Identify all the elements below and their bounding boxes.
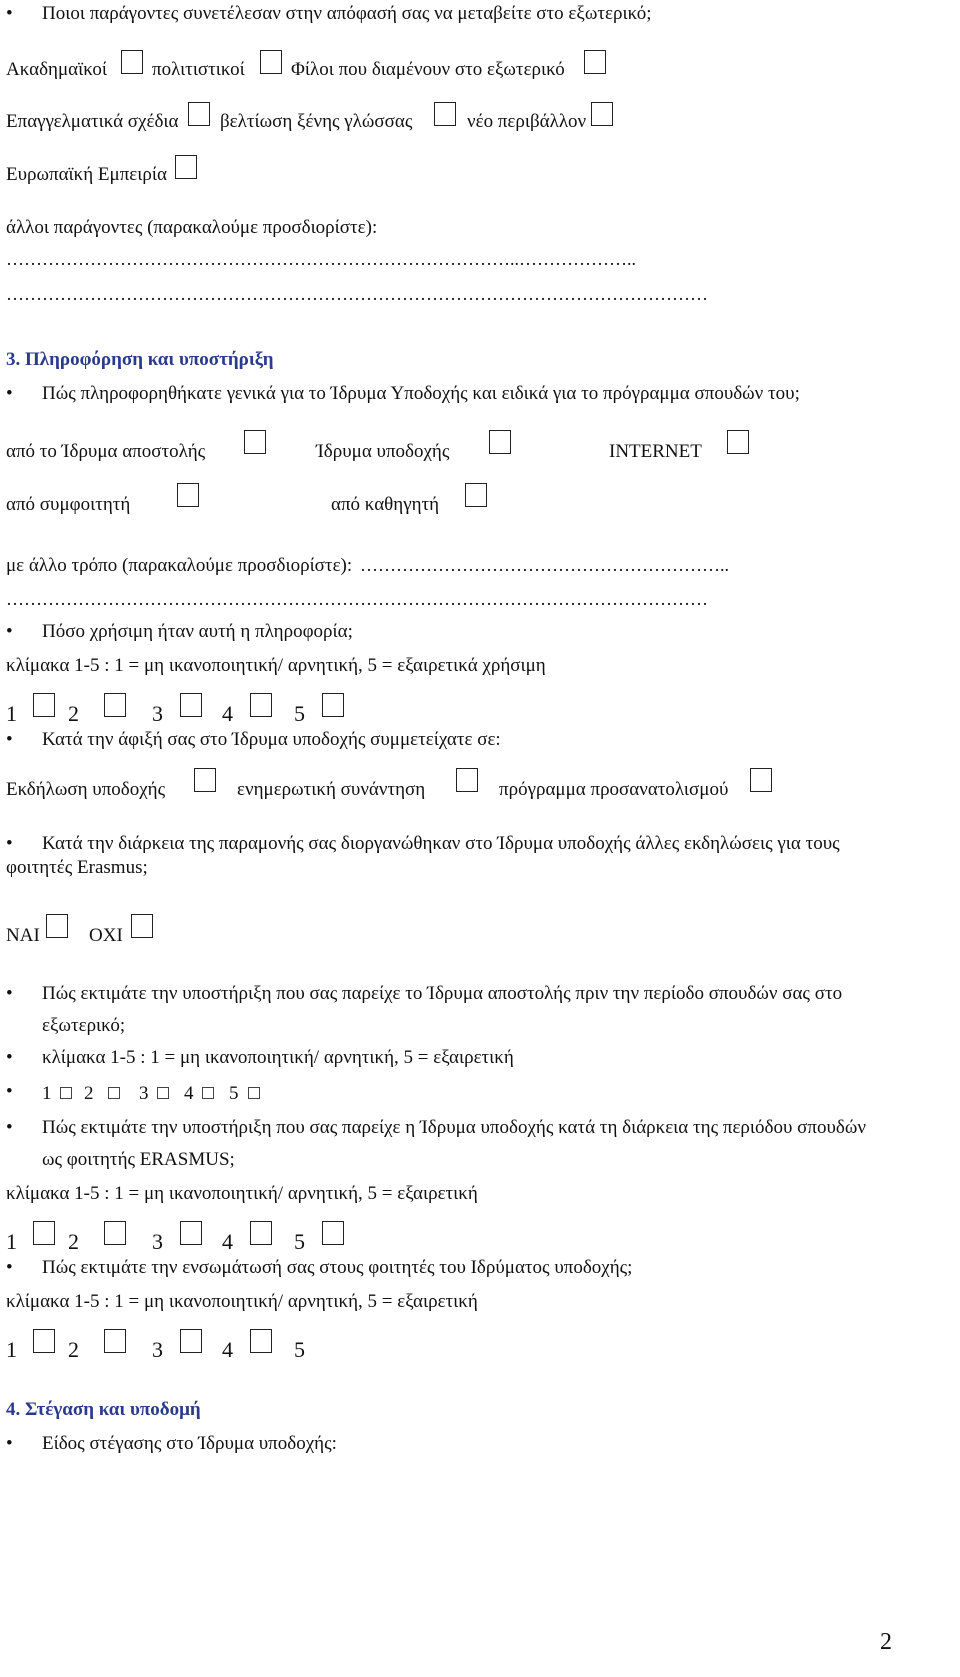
rating-checkbox-4[interactable] (250, 1329, 272, 1353)
checkbox-fellow-student[interactable] (177, 483, 199, 507)
label-fellow-student: από συμφοιτητή (6, 494, 131, 515)
checkbox-career[interactable] (188, 102, 210, 126)
rating-number: 4 (222, 1337, 233, 1362)
checkbox-briefing[interactable] (456, 768, 478, 792)
scale-description: κλίμακα 1-5 : 1 = μη ικανοποιητική/ αρνητική, 5 = εξαιρετικά χρήσιμη (6, 655, 546, 676)
events-question-line-2 (0, 858, 960, 898)
factors-question-line (0, 0, 960, 40)
rating-checkbox-1[interactable] (33, 693, 55, 717)
rating-number: 3 (152, 1229, 163, 1254)
support-home-question-cont: εξωτερικό; (42, 1015, 126, 1036)
factors-question: Ποιοι παράγοντες συνετέλεσαν στην απόφασή σας να μεταβείτε στο εξωτερικό; (42, 3, 652, 24)
rating-number: 5 (229, 1083, 239, 1104)
bullet (6, 384, 13, 403)
rating-checkbox-1[interactable] (33, 1329, 55, 1353)
info-row-1 (0, 430, 960, 470)
page-number: 2 (880, 1629, 892, 1655)
rating-checkbox-3[interactable] (180, 693, 202, 717)
rating-checkbox-2[interactable] (104, 693, 126, 717)
rating-checkbox-4[interactable] (250, 693, 272, 717)
label-language: βελτίωση ξένης γλώσσας (220, 111, 413, 132)
section-heading: 3. Πληροφόρηση και υποστήριξη (6, 349, 274, 370)
bullet (6, 1118, 13, 1137)
rating-checkbox-5[interactable] (248, 1087, 260, 1099)
label-professor: από καθηγητή (331, 494, 440, 515)
factors-row-3 (0, 155, 960, 195)
rating-number: 5 (294, 1229, 305, 1254)
scale-description: κλίμακα 1-5 : 1 = μη ικανοποιητική/ αρνητική, 5 = εξαιρετική (6, 1183, 478, 1204)
rating-checkbox-5[interactable] (322, 1221, 344, 1245)
rating-number: 5 (294, 701, 305, 726)
checkbox-internet[interactable] (727, 430, 749, 454)
dotted-line[interactable]: …………………………………………………….. (360, 555, 729, 575)
label-yes: ΝΑΙ (6, 925, 40, 946)
rating-number: 1 (6, 1229, 17, 1254)
useful-question: Πόσο χρήσιμη ήταν αυτή η πληροφορία; (42, 621, 353, 642)
checkbox-yes[interactable] (46, 914, 68, 938)
rating-checkbox-2[interactable] (104, 1329, 126, 1353)
rating-number: 5 (294, 1337, 305, 1362)
bullet (6, 1258, 13, 1277)
checkbox-academic[interactable] (121, 50, 143, 74)
label-career: Επαγγελματικά σχέδια (6, 111, 179, 132)
checkbox-european[interactable] (175, 155, 197, 179)
bullet (6, 1434, 13, 1453)
rating-checkbox-1[interactable] (33, 1221, 55, 1245)
support-host-question: Πώς εκτιμάτε την υποστήριξη που σας παρείχε η Ίδρυμα υποδοχής κατά τη διάρκεια της περιόδου σπουδών (42, 1117, 866, 1138)
checkbox-professor[interactable] (465, 483, 487, 507)
label-academic: Ακαδημαϊκοί (6, 59, 107, 80)
housing-question: Είδος στέγασης στο Ίδρυμα υποδοχής: (42, 1433, 337, 1454)
rating-number: 1 (6, 701, 17, 726)
rating-checkbox-4[interactable] (202, 1087, 214, 1099)
label-european: Ευρωπαϊκή Εμπειρία (6, 164, 167, 185)
rating-row-useful (0, 690, 960, 730)
rating-number: 2 (68, 1229, 79, 1254)
label-home-institution: από το Ίδρυμα αποστολής (6, 441, 206, 462)
checkbox-environment[interactable] (591, 102, 613, 126)
scale-description: κλίμακα 1-5 : 1 = μη ικανοποιητική/ αρνητική, 5 = εξαιρετική (42, 1047, 514, 1068)
bullet (6, 984, 13, 1003)
label-host-institution: Ίδρυμα υποδοχής (316, 441, 450, 462)
bullet (6, 1082, 13, 1101)
bullet (6, 4, 13, 23)
rating-number: 3 (152, 1337, 163, 1362)
rating-number: 4 (222, 1229, 233, 1254)
checkbox-reception[interactable] (194, 768, 216, 792)
rating-row-support-home (0, 1082, 960, 1122)
rating-checkbox-4[interactable] (250, 1221, 272, 1245)
checkbox-cultural[interactable] (260, 50, 282, 74)
label-briefing: ενημερωτική συνάντηση (237, 779, 426, 800)
rating-number: 2 (68, 1337, 79, 1362)
rating-number: 4 (184, 1083, 194, 1104)
checkbox-orientation[interactable] (750, 768, 772, 792)
rating-number: 2 (68, 701, 79, 726)
checkbox-host-institution[interactable] (489, 430, 511, 454)
rating-number: 1 (6, 1337, 17, 1362)
yes-no-row (0, 914, 960, 954)
factors-other-dots-2[interactable] (0, 285, 960, 325)
label-no: ΟΧΙ (89, 925, 123, 946)
bullet (6, 622, 13, 641)
page-footer (0, 1630, 960, 1670)
info-question-line (0, 384, 960, 424)
label-environment: νέο περιβάλλον (467, 111, 587, 132)
rating-checkbox-2[interactable] (108, 1087, 120, 1099)
arrival-question: Κατά την άφιξή σας στο Ίδρυμα υποδοχής συμμετείχατε σε: (42, 729, 501, 750)
label-orientation: πρόγραμμα προσανατολισμού (499, 779, 729, 800)
bullet (6, 730, 13, 749)
events-question-cont: φοιτητές Erasmus; (6, 857, 148, 878)
label-internet: INTERNET (609, 441, 702, 462)
rating-number: 3 (139, 1083, 149, 1104)
rating-checkbox-2[interactable] (104, 1221, 126, 1245)
rating-number: 3 (152, 701, 163, 726)
factors-other-label: άλλοι παράγοντες (παρακαλούμε προσδιορίστε): (6, 217, 378, 238)
rating-row-integration (0, 1326, 960, 1366)
info-question: Πώς πληροφορηθήκατε γενικά για το Ίδρυμα Υποδοχής και ειδικά για το πρόγραμμα σπουδών του; (42, 383, 800, 404)
events-question: Κατά την διάρκεια της παραμονής σας διοργανώθηκαν στο Ίδρυμα υποδοχής άλλες εκδηλώσεις για τους (42, 833, 840, 854)
factors-row-1 (0, 50, 960, 90)
arrival-question-line (0, 730, 960, 770)
section-heading: 4. Στέγαση και υποδομή (6, 1399, 201, 1420)
dotted-line: …………………………………………………………………………..……………….. (6, 249, 636, 269)
rating-number: 1 (42, 1083, 52, 1104)
rating-row-support-host (0, 1218, 960, 1258)
label-reception: Εκδήλωση υποδοχής (6, 779, 166, 800)
support-host-question-cont: ως φοιτητής ERASMUS; (42, 1149, 235, 1170)
label-friends: Φίλοι που διαμένουν στο εξωτερικό (291, 59, 565, 80)
bullet (6, 834, 13, 853)
rating-checkbox-1[interactable] (60, 1087, 72, 1099)
bullet (6, 1048, 13, 1067)
rating-checkbox-5[interactable] (322, 693, 344, 717)
arrival-options-row (0, 768, 960, 808)
dotted-line: ……………………………………………………………………………………………………… (6, 589, 708, 609)
scale-description: κλίμακα 1-5 : 1 = μη ικανοποιητική/ αρνητική, 5 = εξαιρετική (6, 1291, 478, 1312)
checkbox-home-institution[interactable] (244, 430, 266, 454)
rating-checkbox-3[interactable] (180, 1221, 202, 1245)
housing-question-line (0, 1434, 960, 1474)
rating-number: 4 (222, 701, 233, 726)
info-row-2 (0, 483, 960, 523)
integration-question: Πώς εκτιμάτε την ενσωμάτωσή σας στους φοιτητές του Ιδρύματος υποδοχής; (42, 1257, 633, 1278)
factors-row-2 (0, 102, 960, 142)
support-home-question: Πώς εκτιμάτε την υποστήριξη που σας παρείχε το Ίδρυμα αποστολής πριν την περίοδο σπουδών σας στο (42, 983, 843, 1004)
checkbox-no[interactable] (131, 914, 153, 938)
checkbox-friends[interactable] (584, 50, 606, 74)
rating-number: 2 (84, 1083, 94, 1104)
rating-checkbox-3[interactable] (180, 1329, 202, 1353)
dotted-line: ……………………………………………………………………………………………………… (6, 284, 708, 304)
label-cultural: πολιτιστικοί (152, 59, 245, 80)
checkbox-language[interactable] (434, 102, 456, 126)
rating-checkbox-3[interactable] (157, 1087, 169, 1099)
info-other-label: με άλλο τρόπο (παρακαλούμε προσδιορίστε): (6, 555, 353, 576)
